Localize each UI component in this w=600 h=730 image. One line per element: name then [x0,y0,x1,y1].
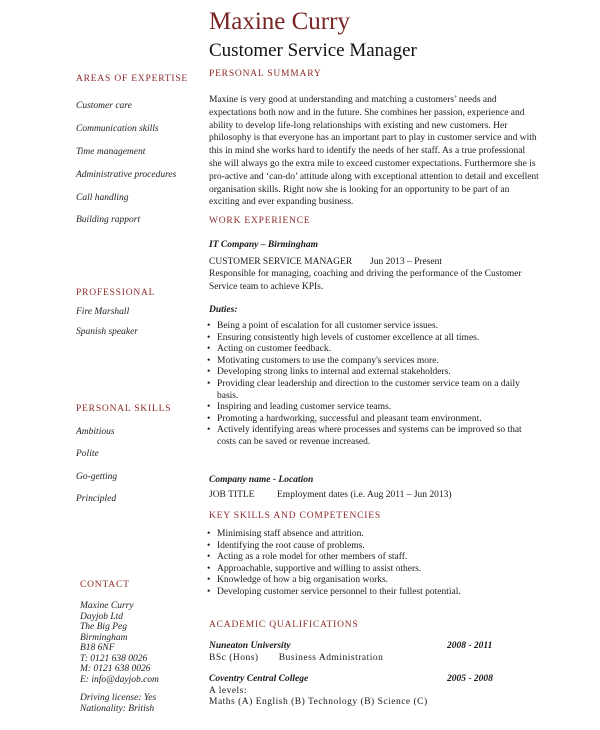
education-school: Coventry Central College [209,674,309,684]
job2-company: Company name - Location [209,475,314,485]
duties-label: Duties: [209,305,238,315]
duty-item: • Acting on customer feedback. [205,344,535,356]
contact-driving-license: Driving license: Yes [80,693,157,703]
contact-city: Birmingham [80,633,128,643]
skill-item: • Knowledge of how a big organisation works. [205,575,535,587]
contact-email: E: info@dayjob.com [80,675,159,685]
summary-paragraph: Maxine is very good at understanding and matching a customers’ needs and expectations both now and in the future. She combines her passion, experience and ability to develop life-long relationships with existing and new customers. Her philosophy is that everyone has an important part to play in customer service and with this in mind she works hard to identify the needs of her staff. As a true professional she will always go the extra mile to exceed customer expectations. Furthermore she is pro-active and ‘can-do’ attitude along with exceptional attention to detail and excellent organisation skills. Right now she is looking for an opportunity to be part of an exciting and ever expanding business. [209,95,539,208]
duties-list [205,321,535,449]
contact-phone: T: 0121 638 0026 [80,654,148,664]
education-detail: BSc (Hons) Business Administration [209,653,384,663]
job1-description: Responsible for managing, coaching and driving the performance of the Customer Service team to achieve KPIs. [209,269,522,292]
personal-skill-item: Go-getting [76,472,118,482]
contact-company: Dayjob Ltd [80,612,124,622]
expertise-heading: AREAS OF EXPERTISE [76,74,189,84]
duty-item: • Developing strong links to internal and external stakeholders. [205,367,535,379]
personal-skill-item: Principled [76,494,117,504]
duty-item: • Ensuring consistently high levels of customer excellence at all times. [205,333,535,345]
education-heading: ACADEMIC QUALIFICATIONS [209,620,359,630]
skills-heading: KEY SKILLS AND COMPETENCIES [209,511,381,521]
duty-item: • Motivating customers to use the company's services more. [205,356,535,368]
skill-item: • Minimising staff absence and attrition. [205,529,535,541]
professional-item: Spanish speaker [76,327,139,337]
expertise-item: Time management [76,147,146,157]
skill-item: • Identifying the root cause of problems. [205,541,535,553]
personal-skills-heading: PERSONAL SKILLS [76,404,172,414]
education-detail: A levels: [209,686,248,696]
duty-item: • Promoting a hardworking, successful and pleasant team environment. [205,414,535,426]
expertise-item: Administrative procedures [76,170,177,180]
personal-skill-item: Ambitious [76,427,115,437]
contact-mobile: M: 0121 638 0026 [80,664,151,674]
skill-item: • Approachable, supportive and willing to assist others. [205,564,535,576]
expertise-item: Building rapport [76,215,141,225]
expertise-item: Customer care [76,101,132,111]
contact-address-line: The Big Peg [80,622,127,632]
job2-title: JOB TITLE [209,490,255,500]
summary-heading: PERSONAL SUMMARY [209,69,322,79]
expertise-item: Communication skills [76,124,159,134]
duty-item: • Actively identifying areas where processes and systems can be improved so that costs can be saved or revenue increased. [205,425,535,448]
candidate-role: Customer Service Manager [209,40,417,61]
job2-dates: Employment dates (i.e. Aug 2011 – Jun 2013) [277,490,452,500]
education-subjects: Maths (A) English (B) Technology (B) Science (C) [209,697,428,707]
duty-item: • Being a point of escalation for all customer service issues. [205,321,535,333]
experience-heading: WORK EXPERIENCE [209,216,311,226]
duty-item: • Inspiring and leading customer service teams. [205,402,535,414]
contact-name: Maxine Curry [80,601,134,611]
contact-postcode: B18 6NF [80,643,115,653]
expertise-item: Call handling [76,193,129,203]
skill-item: • Acting as a role model for other members of staff. [205,552,535,564]
duty-item: • Providing clear leadership and direction to the customer service team on a daily basis. [205,379,535,402]
professional-item: Fire Marshall [76,307,130,317]
education-years: 2008 - 2011 [447,641,493,651]
job1-title: CUSTOMER SERVICE MANAGER [209,257,353,267]
contact-nationality: Nationality: British [80,704,155,714]
education-school: Nuneaton University [209,641,291,651]
education-years: 2005 - 2008 [447,674,493,684]
contact-heading: CONTACT [80,580,130,590]
job1-dates: Jun 2013 – Present [370,257,443,267]
professional-heading: PROFESSIONAL [76,288,156,298]
skills-list [205,529,535,599]
candidate-name: Maxine Curry [209,8,350,35]
personal-skill-item: Polite [76,449,99,459]
job1-company: IT Company – Birmingham [209,240,319,250]
skill-item: • Developing customer service personnel to their fullest potential. [205,587,535,599]
